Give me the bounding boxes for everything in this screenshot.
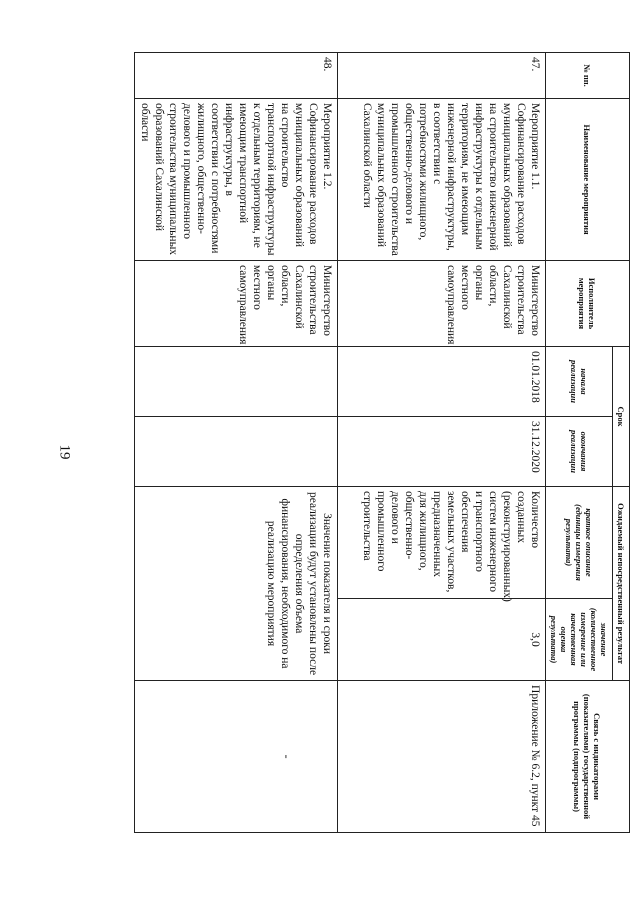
- row-executor: Министерство строительства Сахалинской области, органы местного самоуправления: [338, 261, 546, 347]
- header-term-start: начала реализации: [546, 347, 613, 417]
- measures-table: [134, 52, 630, 833]
- row-name: Мероприятие 1.2. Софинансирование расходов муниципальных образований на строительство транспортной инфраструктуры к отдельным территориям, не имеющим транспортной инфраструктуры, в соответствии с потребностями жилищного, общественно-делового и промышленного строительства муниципальных образований Сахалинской области: [135, 99, 338, 261]
- row-num: 47.: [338, 53, 546, 99]
- row-link-dash: -: [280, 754, 294, 759]
- row-name: Мероприятие 1.1. Софинансирование расходов муниципальных образований на строительство инженерной инфраструктуры к отдельным территориям, не имеющим инженерной инфраструктуры, в соответствии с потребностями жилищного, общественно-делового и промышленного строительства муниципальных образований Сахалинской области: [338, 99, 546, 261]
- row-link: Приложение № 6.2, пункт 45: [338, 681, 546, 833]
- row-end: 31.12.2020: [338, 417, 546, 487]
- row-result-merged: Значение показателя и сроки реализации будут установлены после определения объема финансирования, необходимого на реализацию мероприятия: [135, 487, 338, 681]
- header-term: Срок: [613, 347, 630, 487]
- row-start: 01.01.2018: [338, 347, 546, 417]
- row-link: [135, 681, 338, 833]
- header-result-desc: краткое описание (единицы измерения результата): [546, 487, 613, 599]
- header-result-value: значение (количественное измерение или качественная оценка результата): [546, 599, 613, 681]
- header-name: Наименование мероприятия: [546, 99, 630, 261]
- row-start: [135, 347, 338, 417]
- header-num: № пп.: [546, 53, 630, 99]
- table-row: [338, 53, 546, 833]
- header-term-end: окончания реализации: [546, 417, 613, 487]
- rotated-sheet: [100, 52, 630, 832]
- row-end: [135, 417, 338, 487]
- row-result-value: 3,0: [338, 599, 546, 681]
- row-executor: Министерство строительства Сахалинской области, органы местного самоуправления: [135, 261, 338, 347]
- header-result: Ожидаемый непосредственный результат: [613, 487, 630, 681]
- row-result-desc: Количество созданных (реконструированных) систем инженерного и транспортного обеспечения земельных участков, предназначенных для жилищного, общественно-делового и промышленного строительства: [338, 487, 546, 599]
- header-executor: Исполнитель мероприятия: [546, 261, 630, 347]
- header-row-1: [613, 53, 630, 833]
- table-container: [100, 52, 630, 832]
- row-num: 48.: [135, 53, 338, 99]
- table-row: [135, 53, 338, 833]
- page-number: 19: [56, 444, 73, 460]
- header-link: Связь с индикаторами (показателями) государственной программы (подпрограммы): [546, 681, 630, 833]
